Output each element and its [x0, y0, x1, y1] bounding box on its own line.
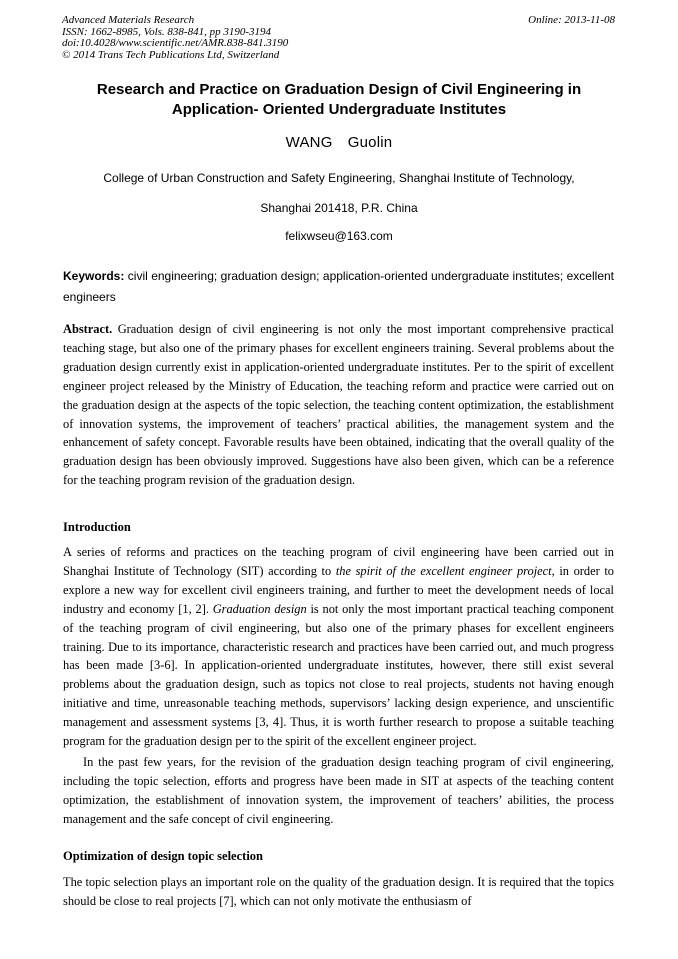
introduction-heading: Introduction	[63, 520, 131, 534]
introduction-paragraph-2: In the past few years, for the revision of the graduation design teaching program of civil engineering, including the topic selection, efforts and progress have been made in SIT at aspects of the teaching content optimization, the establishment of innovation system, the improvement of teachers’ abilities, the process management and the safe concept of civil engineering.	[63, 755, 614, 826]
abstract-block	[63, 320, 614, 490]
paper-title	[40, 80, 638, 120]
title-line-1: Research and Practice on Graduation Design of Civil Engineering in	[96, 81, 582, 98]
optimization-paragraph-1: The topic selection plays an important role on the quality of the graduation design. It is required that the topics should be close to real projects [7], which can not only motivate the enthusiasm of	[63, 875, 614, 908]
intro-p1-emphasis-2: Graduation design	[212, 601, 307, 616]
journal-name: Advanced Materials Research	[62, 14, 195, 26]
abstract-text: Graduation design of civil engineering is not only the most important comprehensive practical teaching stage, but also one of the primary phases for excellent engineers training. Several problems about the graduation design currently exist in application-oriented undergraduate institutes. Per to the spirit of excellent engineer project released by the Ministry of Education, the teaching reform and practice were carried out on the graduation design at the aspects of the topic selection, the teaching content optimization, the establishment of innovation systems, the improvement of teachers’ practical abilities, the management system and the enhancement of safety concept. Favorable results have been obtained, indicating that the overall quality of the graduation design has been obviously improved. Suggestions have also been given, which can be a reference for the teaching program revision of the graduation design.	[63, 322, 614, 488]
doi-line: doi:10.4028/www.scientific.net/AMR.838-841.3190	[62, 37, 289, 49]
optimization-heading: Optimization of design topic selection	[63, 849, 263, 863]
affiliation-line-2: Shanghai 201418, P.R. China	[260, 201, 418, 215]
journal-header	[62, 15, 482, 61]
abstract-label: Abstract.	[63, 322, 113, 336]
keywords-label: Keywords:	[63, 269, 125, 283]
keywords-block	[63, 266, 614, 308]
affiliation-line-1: College of Urban Construction and Safety Engineering, Shanghai Institute of Technology,	[103, 171, 575, 185]
online-date: Online: 2013-11-08	[528, 14, 615, 26]
copyright-line: © 2014 Trans Tech Publications Ltd, Switzerland	[62, 48, 280, 61]
intro-p1-part-a: A series of reforms and practices on the teaching program of civil engineering have been carried out in Shanghai Institute of Technology (SIT) according to	[63, 545, 614, 578]
author-name: WANG Guolin	[285, 134, 393, 151]
keywords-text: civil engineering; graduation design; application-oriented undergraduate institutes; excellent engineers	[63, 269, 614, 304]
issn-line: ISSN: 1662-8985, Vols. 838-841, pp 3190-3194	[62, 25, 271, 38]
author-email: felixwseu@163.com	[285, 229, 393, 243]
title-line-2: Application- Oriented Undergraduate Institutes	[171, 101, 507, 118]
introduction-paragraph-1	[63, 543, 614, 751]
intro-p1-part-c: is not only the most important practical teaching component of the teaching program of civil engineering, but also one of the primary phases for excellent engineers training. Due to its importance, characteristic research and practices have been carried out, and much progress has been made [3-6]. In application-oriented undergraduate institutes, however, there still exist several problems about the graduation design, such as topics not close to real projects, students not having enough initiative and time, unreasonable teaching methods, supervisors’ lacking design experience, and unscientific management and assessment systems [3, 4]. Thus, it is worth further research to propose a suitable teaching program for the graduation design per to the spirit of the excellent engineer project.	[63, 601, 615, 749]
intro-p1-emphasis-1: the spirit of the excellent engineer project	[335, 563, 552, 578]
intro-p1-part-b: , in order to explore a new way for excellent civil engineers training, and further to meet the development needs of local industry and economy [1, 2].	[63, 563, 615, 616]
